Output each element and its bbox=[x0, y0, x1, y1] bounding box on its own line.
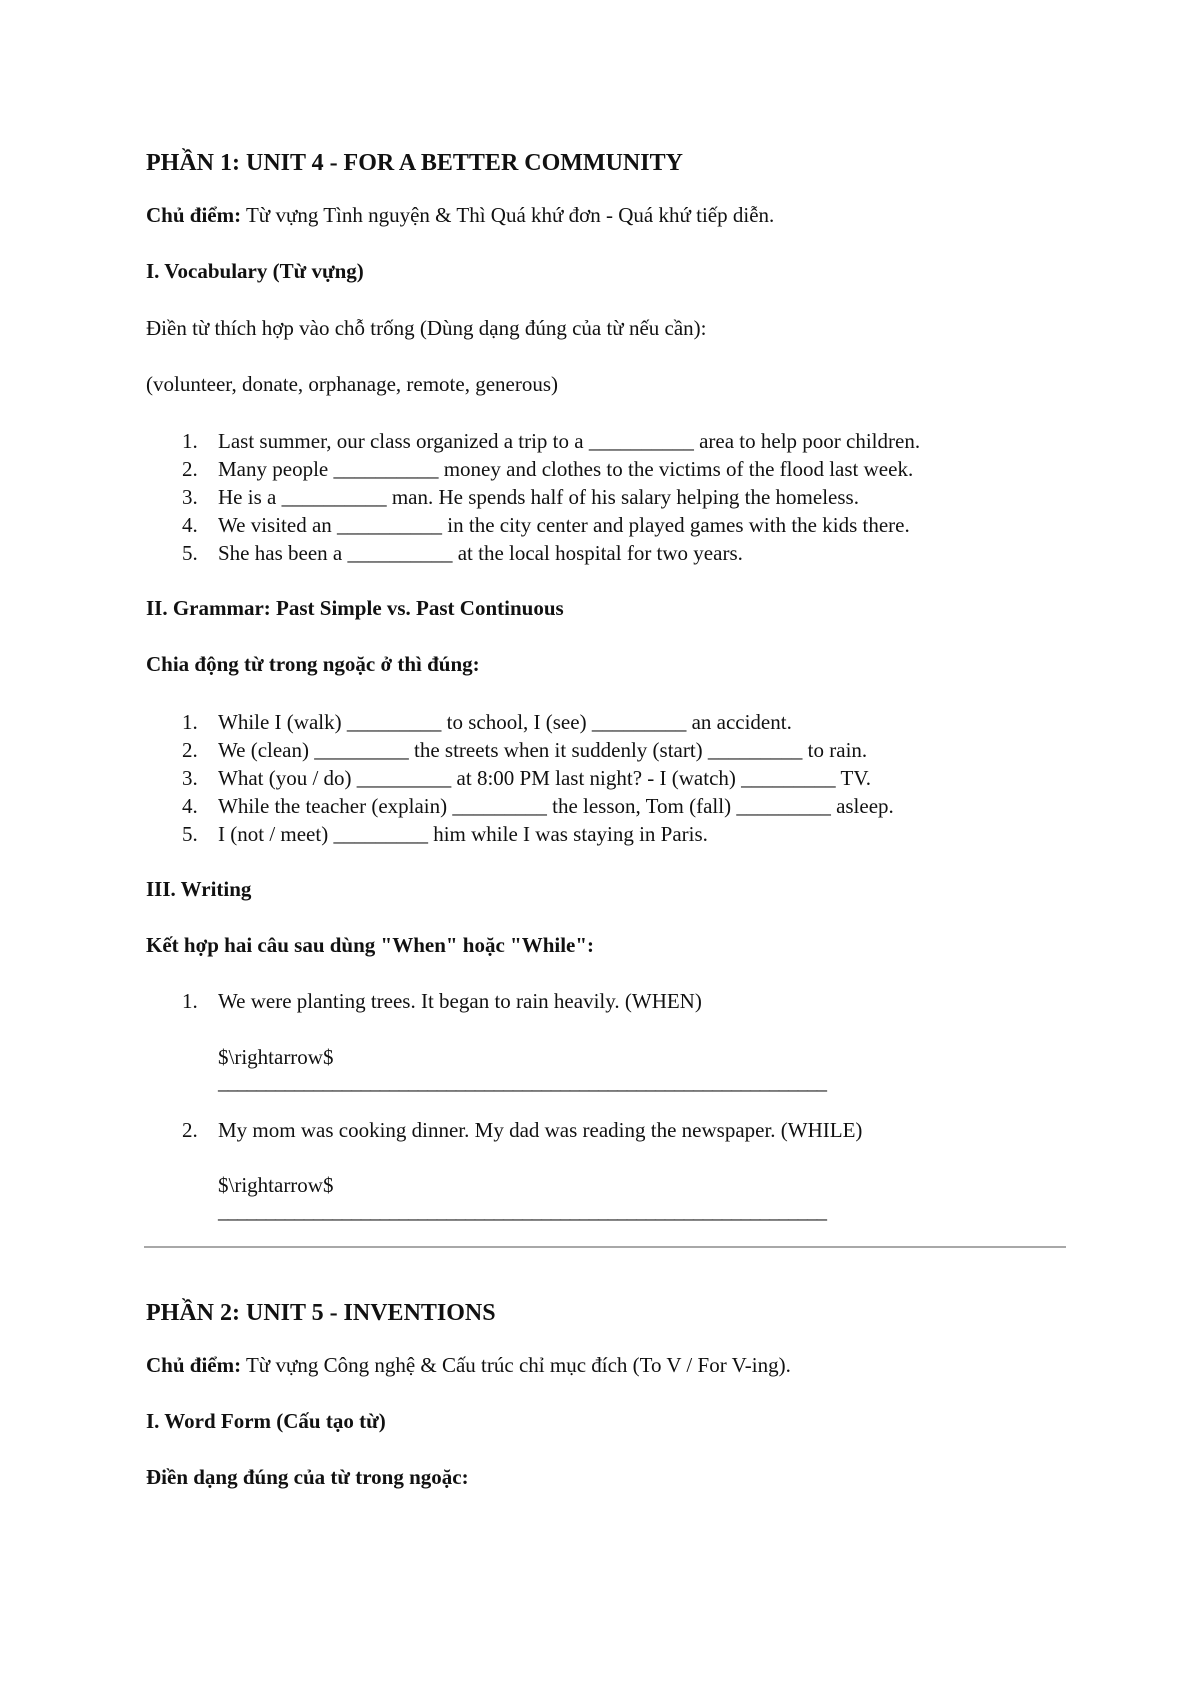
part2-topic bbox=[146, 1352, 1066, 1379]
vocab-item-1: Last summer, our class organized a trip to a __________ area to help poor children. bbox=[218, 429, 921, 454]
vocab-instruction: Điền từ thích hợp vào chỗ trống (Dùng dạng đúng của từ nếu cần): bbox=[146, 315, 707, 340]
vocab-heading: I. Vocabulary (Từ vựng) bbox=[146, 259, 364, 284]
writing-item-1 bbox=[182, 988, 1066, 1094]
grammar-heading: II. Grammar: Past Simple vs. Past Continuous bbox=[146, 596, 564, 621]
vocab-item-2: Many people __________ money and clothes to the victims of the flood last week. bbox=[218, 457, 914, 482]
writing-arrow: $\rightarrow$ bbox=[218, 1044, 334, 1069]
part2-title: PHẦN 2: UNIT 5 - INVENTIONS bbox=[146, 1299, 496, 1326]
writing-answer-line[interactable]: ________________________________________________________________ bbox=[218, 1069, 826, 1094]
part1-title: PHẦN 1: UNIT 4 - FOR A BETTER COMMUNITY bbox=[146, 150, 683, 176]
vocab-item-4: We visited an __________ in the city center and played games with the kids there. bbox=[218, 513, 910, 538]
vocab-item-5: She has been a __________ at the local hospital for two years. bbox=[218, 541, 743, 566]
part1-topic bbox=[146, 202, 1066, 229]
writing-answer-line[interactable]: ________________________________________________________________ bbox=[218, 1198, 826, 1223]
writing-item-number: 2. bbox=[182, 1117, 198, 1142]
writing-question: We were planting trees. It began to rain heavily. (WHEN) bbox=[218, 989, 702, 1014]
part2-topic-text: Từ vựng Công nghệ & Cấu trúc chỉ mục đích (To V / For V-ing). bbox=[241, 1352, 791, 1377]
writing-arrow: $\rightarrow$ bbox=[218, 1173, 334, 1198]
grammar-item-1: While I (walk) _________ to school, I (see) _________ an accident. bbox=[218, 709, 792, 734]
grammar-list bbox=[146, 708, 1066, 848]
vocab-item-3: He is a __________ man. He spends half of his salary helping the homeless. bbox=[218, 485, 859, 510]
writing-instruction: Kết hợp hai câu sau dùng "When" hoặc "While": bbox=[146, 933, 595, 958]
grammar-item-3: What (you / do) _________ at 8:00 PM last night? - I (watch) _________ TV. bbox=[218, 765, 872, 790]
writing-question: My mom was cooking dinner. My dad was reading the newspaper. (WHILE) bbox=[218, 1117, 863, 1142]
wordform-instruction: Điền dạng đúng của từ trong ngoặc: bbox=[146, 1465, 469, 1490]
part1-topic-label: Chủ điểm: bbox=[146, 203, 242, 227]
grammar-item-4: While the teacher (explain) _________ the lesson, Tom (fall) _________ asleep. bbox=[218, 793, 894, 818]
vocab-list bbox=[146, 427, 1066, 567]
wordform-heading: I. Word Form (Cấu tạo từ) bbox=[146, 1408, 386, 1433]
grammar-item-5: I (not / meet) _________ him while I was staying in Paris. bbox=[218, 821, 708, 846]
worksheet-page bbox=[146, 140, 1066, 1520]
writing-heading: III. Writing bbox=[146, 876, 252, 901]
part1-topic-text: Từ vựng Tình nguyện & Thì Quá khứ đơn - Quá khứ tiếp diễn. bbox=[241, 203, 775, 227]
grammar-instruction: Chia động từ trong ngoặc ở thì đúng: bbox=[146, 652, 480, 677]
vocab-word-bank: (volunteer, donate, orphanage, remote, generous) bbox=[146, 371, 558, 396]
part2-topic-label: Chủ điểm: bbox=[146, 1352, 242, 1377]
writing-list bbox=[146, 988, 1066, 1221]
grammar-item-2: We (clean) _________ the streets when it suddenly (start) _________ to rain. bbox=[218, 737, 868, 762]
section-divider bbox=[144, 1246, 1066, 1248]
writing-item-number: 1. bbox=[182, 989, 198, 1014]
writing-item-2 bbox=[182, 1117, 1066, 1223]
